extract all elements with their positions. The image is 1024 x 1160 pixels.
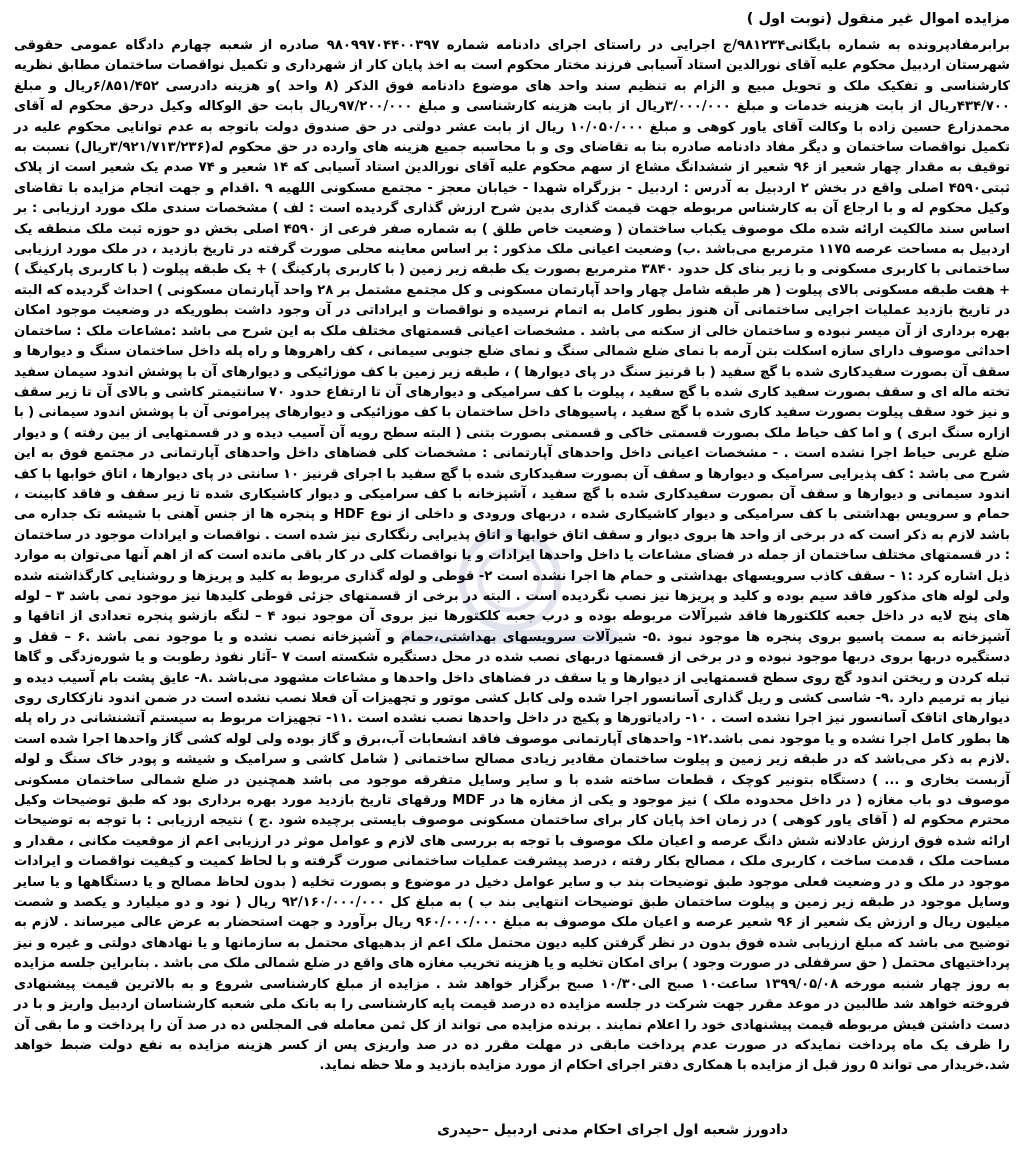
notice-body: برابرمفادپرونده به شماره بایگانی۹۸۱۲۳۴/ج اجرایی در راستای اجرای دادنامه شماره ۹۸۰۹۹۷۰۴۴۰۰۳۹۷ صادره از شعبه چهارم دادگاه عمومی حقوقی شهرستان اردبیل محکوم علیه آقای نورالدین استاد آسیابی فرزند مختار محکوم است به اخذ پایان کار از شهرداری و تکمیل نواقصات ساختمان مطابق نظریه کارشناسی و تفکیک ملک و تحویل مبیع و الزام به تنظیم سند واحد های موضوع دادنامه فوق الذکر (۸ واحد )و هزینه دادرسی ۶/۸۵۱/۴۵۲ریال و مبلغ ۴۳۴/۷۰۰ریال از بابت هزینه خدمات و مبلغ ۳/۰۰۰/۰۰۰ریال از بابت هزینه کارشناسی و مبلغ ۹۷/۲۰۰/۰۰۰ریال بابت حق الوکاله وکیل درحق محکوم له آقای محمدزارع حسین زاده با وکالت آقای یاور کوهی و مبلغ ۱۰/۰۵۰/۰۰۰ ریال از بابت عشر دولتی در حق صندوق دولت باتوجه به عدم توانایی محکوم علیه در تکمیل نواقصات ساختمان و دیگر مفاد دادنامه صادره بنا به تقاضای وی و با محاسبه جمیع هزینه های وارده در حق محکوم له(۳/۹۲۱/۷۱۳/۲۳۶ریال) نسبت به توقیف به مقدار چهار شعیر از ۹۶ شعیر از ششدانگ مشاع از سهم محکوم علیه آقای نورالدین استاد آسیابی که ۱۴ شعیر و ۷۴ صدم یک شعیر است از پلاک ثبتی۴۵۹۰ اصلی واقع در بخش ۲ اردبیل به آدرس : اردبیل - بزرگراه شهدا - خیابان معجز - مجتمع مسکونی اللهیه ۹ .اقدام و جهت انجام مزایده با تقاضای وکیل محکوم له و با ارجاع آن به کارشناس مربوطه جهت قیمت گذاری بدین شرح ارزش گذاری گردیده است : لف ) مشخصات سندی ملک مورد ارزیابی : بر اساس سند مالکیت ارائه شده ملک موصوف یکباب ساختمان ( وضعیت خاص طلق ) به شماره صفر فرعی از ۴۵۹۰ اصلی بخش دو حوزه ثبت ملک منطقه یک اردبیل به مساحت عرصه ۱۱۷۵ مترمربع می‌باشد .ب) وضعیت اعیانی ملک مذکور : بر اساس معاینه محلی صورت گرفته در تاریخ بازدید ، در ملک مورد ارزیابی ساختمانی با کاربری مسکونی و با زیر بنای کل حدود ۳۸۴۰ مترمربع بصورت یک طبقه زیر زمین ( با کاربری پارکینگ ) + یک طبقه پیلوت ( با کاربری پارکینگ ) + هفت طبقه مسکونی بالای پیلوت ( هر طبقه شامل چهار واحد آپارتمان مسکونی و کل مجتمع مشتمل بر ۲۸ واحد آپارتمان مسکونی ) احداث گردیده که البته در تاریخ بازدید عملیات اجرایی ساختمانی آن هنوز بطور کامل به اتمام نرسیده و نواقصات و ایراداتی در آن وجود داشت بطوریکه در وضعیت موجود امکان بهره برداری از آن میسر نبوده و ساختمان خالی از سکنه می باشد . مشخصات اعیانی قسمتهای مختلف ملک به این شرح می باشد :مشاعات ملک : ساختمان احداثی موصوف دارای سازه اسکلت بتن آرمه با نمای ضلع شمالی سنگ و نمای ضلع جنوبی سیمانی ، کف راهروها و راه پله داخل ساختمان سنگ و دیوارها و سقف آن بصورت سفیدکاری شده با گچ سفید ( با قرنیز سنگ در پای دیوارها ) ، طبقه زیر زمین با کف موزائیکی و دیوارهای آن با پوشش اندود سیمان سفید تخته ماله ای و سقف بصورت سفید کاری شده با گچ سفید ، پیلوت با کف سرامیکی و دیوارهای آن تا ارتفاع حدود ۷۰ سانتیمتر کاشی و بالای آن تا زیر سقف و نیز خود سقف پیلوت بصورت سفید کاری شده با گچ سفید ، پاسیوهای داخل ساختمان با کف موزائیکی و دیوارهای پیرامونی آن با پوشش اندود سیمانی ( با ازاره سنگ ابری ) و اما کف حیاط ملک بصورت قسمتی خاکی و قسمتی بصورت بتنی ( البته سطح رویه آن آسیب دیده و در قسمتهایی از بین رفته ) و دیوار ضلع غربی حیاط اجرا نشده است . - مشخصات اعیانی داخل واحدهای آپارتمانی : مشخصات کلی فضاهای داخل واحدهای آپارتمانی در مجتمع فوق به این شرح می باشد : کف پذیرایی سرامیک و دیوارها و سقف آن بصورت سفیدکاری شده با گچ سفید با اجرای قرنیز ۱۰ سانتی در پای دیوارها ، اتاق خوابها با کف اندود سیمانی و دیوارها و سقف آن بصورت سفیدکاری شده با گچ سفید ، آشپزخانه با کف سرامیکی و دیوار کاشیکاری شده تا زیر سقف و فاقد کابینت ، حمام و سرویس بهداشتی با کف سرامیکی و دیوار کاشیکاری شده ، دربهای ورودی و داخلی از نوع HDF و پنجره ها از جنس آهنی با شیشه تک جداره می باشد لازم به ذکر است که در برخی از واحد ها بروی دیوار و سقف اتاق خوابها و اتاق پذیرایی رنگکاری نیز شده است . نواقصات و ایرادات موجود در ساختمان : در قسمتهای مختلف ساختمان از جمله در فضای مشاعات یا داخل واحدها ایرادات و یا نواقصات کلی در کار باقی مانده است که از اهم آنها می‌توان به موارد ذیل اشاره کرد :۱ - سقف کاذب سرویسهای بهداشتی و حمام ها اجرا نشده است ۲- قوطی و لوله گذاری مربوط به کلید و پریزها و روشنایی کارگذاشته شده ولی لوله های مذکور فاقد سیم بوده و کلید و پریزها نیز نصب نگردیده است . البته در برخی از قسمتهای جزئی قوطی کلیدها نیز موجود نمی باشد ۳ – لوله های پنج لایه در داخل جعبه کلکتورها فاقد شیرآلات مربوطه بوده و درب جعبه کلکتورها نیز بروی آن موجود نبود ۴ – لنگه بازشو پنجره تعدادی از اتاقها و آشپزخانه به سمت پاسیو بروی پنجره ها موجود نبود .۵- شیرآلات سرویسهای بهداشتی،حمام و آشپزخانه نصب نشده و یا موجود نمی باشد .۶ – قفل و دستگیره دربها بروی دربها موجود نبوده و در برخی از قسمتها دربهای نصب شده در محل دستگیره شکسته است ۷ –آثار نفوذ رطوبت و یا شوره‌زدگی و گاها تبله کردن و ریختن اندود گچ روی سطح قسمتهایی از دیوارها و یا سقف در فضاهای داخل واحدها و مشاعات مشهود می‌باشد .۸- عایق پشت بام آسیب دیده و نیاز به ترمیم دارد .۹- شاسی کشی و ریل گذاری آسانسور اجرا شده ولی کابل کشی موتور و تجهیزات آن فعلا نصب نشده است در ضمن اندود نازککاری روی دیوارهای اتاقک آسانسور نیز اجرا نشده است . ۱۰- رادیاتورها و پکیج در داخل واحدها نصب نشده است .۱۱- تجهیزات مربوط به سیستم آتشنشانی در راه پله ها بطور کامل اجرا نشده و یا موجود نمی باشد.۱۲- واحدهای آپارتمانی موصوف فاقد انشعابات آب،برق و گاز بوده ولی لوله کشی گاز واحدها اجرا شده است .لازم به ذکر می‌باشد که در طبقه زیر زمین و پیلوت ساختمان مقادیر زیادی مصالح ساختمانی ( شامل کاشی و سرامیک و شیشه و پودر خاک سنگ و لوله آزبست بخاری و ... ) دستگاه بتونیر کوچک ، قطعات ساخته شده با و سایر وسایل متفرقه موجود می باشد همچنین در ضلع شمالی ساختمان مسکونی موصوف دو باب مغازه ( در داخل محدوده ملک ) نیز موجود و یکی از مغازه ها در MDF ورقهای تاریخ بازدید مورد بهره برداری بود که طبق توضیحات وکیل محترم محکوم له ( آقای یاور کوهی ) در زمان اخذ پایان کار برای ساختمان مسکونی موصوف بایستی برچیده شود .ج ) نتیجه ارزیابی : با توجه به توضیحات ارائه شده فوق ارزش عادلانه شش دانگ عرصه و اعیان ملک موصوف با توجه به بررسی های لازم و عوامل موثر در ارزیابی اعم از موقعیت مکانی ، مقدار و مساحت ملک ، قدمت ساخت ، کاربری ملک ، مصالح بکار رفته ، درصد پیشرفت عملیات ساختمانی صورت گرفته و با لحاظ کمیت و کیفیت نواقصات و ایرادات موجود در ملک و در وضعیت فعلی موجود طبق توضیحات بند ب و سایر عوامل دخیل در موضوع و بصورت تخلیه ( بدون لحاظ مصالح و یا دستگاهها و یا سایر وسایل موجود در طبقه زیر زمین و پیلوت ساختمان طبق توضیحات انتهایی بند ب ) به مبلغ کل ۹۲/۱۶۰/۰۰۰/۰۰۰ ریال ( نود و دو میلیارد و یکصد و شصت میلیون ریال و ارزش یک شعیر از ۹۶ شعیر عرصه و اعیان ملک موصوف به مبلغ ۹۶۰/۰۰۰/۰۰۰ ریال برآورد و جهت استحضار به عرض عالی میرساند . لازم به توضیح می باشد که مبلغ ارزیابی شده فوق بدون در نظر گرفتن کلیه دیون محتمل ملک اعم از بدهیهای محتمل به سازمانها و یا نهادهای دولتی و غیره و نیز پرداختیهای محتمل ( حق سرقفلی در صورت وجود ) برای امکان تخلیه و یا هزینه تخریب مغازه های واقع در ضلع شمالی ملک می باشد . بنابراین جلسه مزایده به روز چهار شنبه مورخه ۱۳۹۹/۰۵/۰۸ ساعت۱۰ صبح الی۱۰/۳۰ صبح برگزار خواهد شد . مزایده از مبلغ کارشناسی شروع و به بالاترین قیمت پیشنهادی فروخته خواهد شد طالبین در موعد مقرر جهت شرکت در جلسه مزایده ده درصد قیمت پایه کارشناسی را به بانک ملی شعبه کارشناسان اردبیل واریز و با در دست داشتن فیش مربوطه قیمت پیشنهادی خود را اعلام نمایند . برنده مزایده می تواند از کل ثمن معامله فی المجلس ده در صد آن را پرداخت و ما بقی آن را ظرف یک ماه پرداخت نمایدکه در صورت عدم پرداخت مابقی در مهلت مقرر ده در صد واریزی پس از کسر هزینه مزایده به نفع دولت ضبط خواهد شد.خریدار می تواند ۵ روز قبل از مزایده با همکاری دفتر اجرای احکام از مورد مزایده بازدید و ملا حظه نماید.	[14, 38, 1011, 1074]
signature-line: دادورز شعبه اول اجرای احکام مدنی اردبیل –حیدری	[437, 1122, 788, 1138]
notice-page	[14, 8, 1010, 1152]
notice-title: مزایده اموال غیر منقول (نوبت اول )	[746, 11, 1010, 27]
